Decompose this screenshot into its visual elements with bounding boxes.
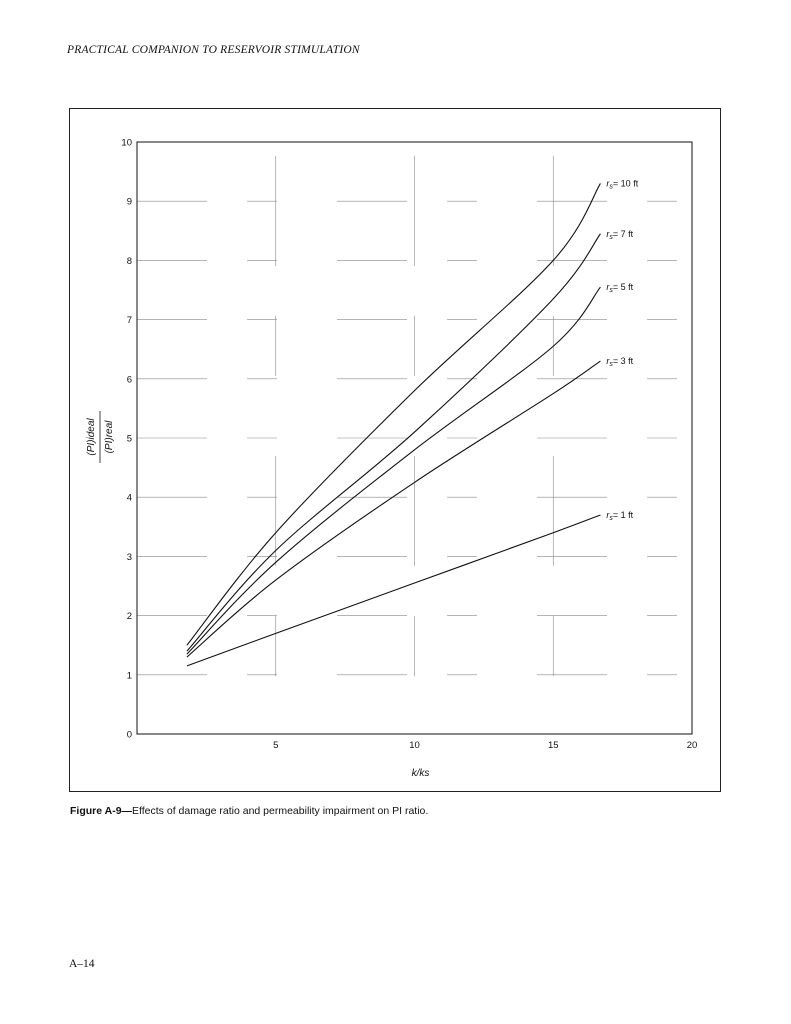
series xyxy=(187,178,639,665)
y-tick-label: 4 xyxy=(126,492,132,504)
y-tick-label: 5 xyxy=(126,433,132,445)
axis-ticks xyxy=(121,138,697,752)
x-axis-label: k/ks xyxy=(411,768,430,779)
series-line xyxy=(187,361,600,657)
series-line xyxy=(187,287,600,654)
series-label: $r_s= 7$ ft xyxy=(606,228,634,241)
x-tick-label: 5 xyxy=(273,740,279,751)
grid xyxy=(137,156,692,734)
y-axis-label-numerator: (PI)ideal xyxy=(86,418,97,456)
y-tick-label: 1 xyxy=(126,670,132,682)
y-tick-label: 0 xyxy=(126,729,132,741)
y-tick-label: 10 xyxy=(121,137,132,149)
x-tick-label: 15 xyxy=(547,740,559,751)
y-tick-label: 9 xyxy=(126,196,132,208)
series-line xyxy=(187,183,600,645)
x-tick-label: 20 xyxy=(686,740,698,751)
figure-caption xyxy=(70,805,428,817)
y-tick-label: 2 xyxy=(126,611,132,623)
x-tick-label: 10 xyxy=(409,740,420,751)
series-label: $r_s= 1$ ft xyxy=(606,509,634,522)
series-label: $r_s= 3$ ft xyxy=(606,356,634,369)
y-tick-label: 8 xyxy=(126,255,132,267)
series-line xyxy=(187,515,600,666)
y-tick-label: 7 xyxy=(126,315,132,327)
y-axis-label xyxy=(86,411,115,463)
y-axis-label-denominator: (PI)real xyxy=(104,420,115,454)
page-number: A–14 xyxy=(69,958,95,970)
figure-caption-label: Figure A-9— xyxy=(70,805,133,817)
running-head: PRACTICAL COMPANION TO RESERVOIR STIMULATION xyxy=(67,44,360,56)
series-label: $r_s= 10$ ft xyxy=(606,178,639,191)
y-tick-label: 6 xyxy=(126,374,132,386)
y-tick-label: 3 xyxy=(126,551,132,563)
series-label: $r_s= 5$ ft xyxy=(606,282,634,295)
figure-caption-text: Effects of damage ratio and permeability impairment on PI ratio. xyxy=(132,805,429,817)
